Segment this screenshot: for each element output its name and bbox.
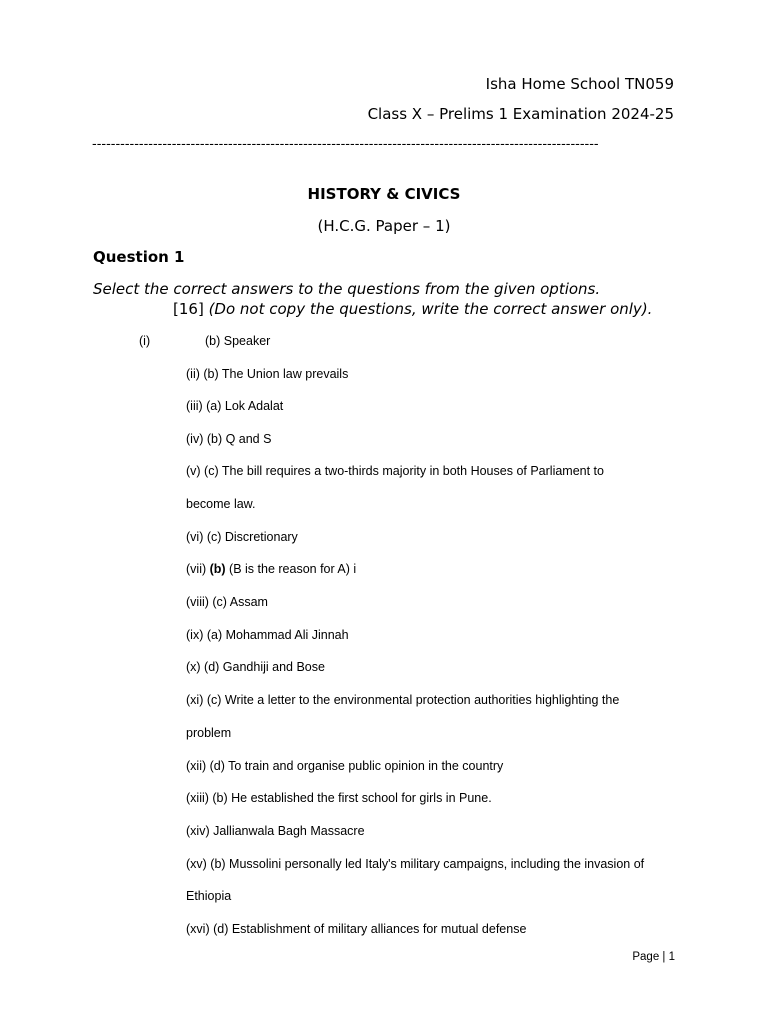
answer-3: (iii) (a) Lok Adalat (186, 399, 284, 413)
answer-6: (vi) (c) Discretionary (186, 530, 298, 544)
answer-14: (xiv) Jallianwala Bagh Massacre (186, 824, 365, 838)
answer-11-line1: (xi) (c) Write a letter to the environmental protection authorities highlighting the (186, 693, 620, 707)
exam-title: Class X – Prelims 1 Examination 2024-25 (367, 105, 674, 123)
answer-8: (viii) (c) Assam (186, 595, 268, 609)
school-name: Isha Home School TN059 (485, 75, 674, 93)
answer-1-number: (i) (139, 334, 151, 348)
question-heading: Question 1 (93, 248, 185, 266)
answer-13: (xiii) (b) He established the first school for girls in Pune. (186, 791, 492, 805)
subject-title: HISTORY & CIVICS (307, 185, 461, 203)
question-marks: [16] (173, 300, 204, 318)
answer-15-line1: (xv) (b) Mussolini personally led Italy's military campaigns, including the invasion of (186, 857, 645, 871)
question-marks-line (173, 300, 652, 318)
answer-5-line1: (v) (c) The bill requires a two-thirds majority in both Houses of Parliament to (186, 464, 604, 478)
answer-2: (ii) (b) The Union law prevails (186, 367, 349, 381)
question-note: (Do not copy the questions, write the correct answer only). (208, 300, 653, 318)
answer-7-prefix: (vii) (186, 562, 210, 576)
answer-5-line2: become law. (186, 497, 256, 511)
page-number: Page | 1 (632, 951, 675, 963)
paper-title: (H.C.G. Paper – 1) (317, 217, 451, 235)
answer-4: (iv) (b) Q and S (186, 432, 272, 446)
answer-7-rest: (B is the reason for A) i (225, 562, 357, 576)
answer-16: (xvi) (d) Establishment of military alliances for mutual defense (186, 922, 527, 936)
divider-line: ------------------------------------------------------------------------------------------------------------ (92, 137, 599, 152)
answer-1-text: (b) Speaker (205, 334, 271, 348)
answer-15-line2: Ethiopia (186, 889, 232, 903)
answer-7-bold: (b) (209, 562, 226, 576)
answer-11-line2: problem (186, 726, 232, 740)
question-instruction: Select the correct answers to the questions from the given options. (93, 280, 601, 298)
answer-12: (xii) (d) To train and organise public opinion in the country (186, 759, 504, 773)
answer-9: (ix) (a) Mohammad Ali Jinnah (186, 628, 349, 642)
answer-10: (x) (d) Gandhiji and Bose (186, 660, 325, 674)
answer-7 (186, 561, 356, 577)
